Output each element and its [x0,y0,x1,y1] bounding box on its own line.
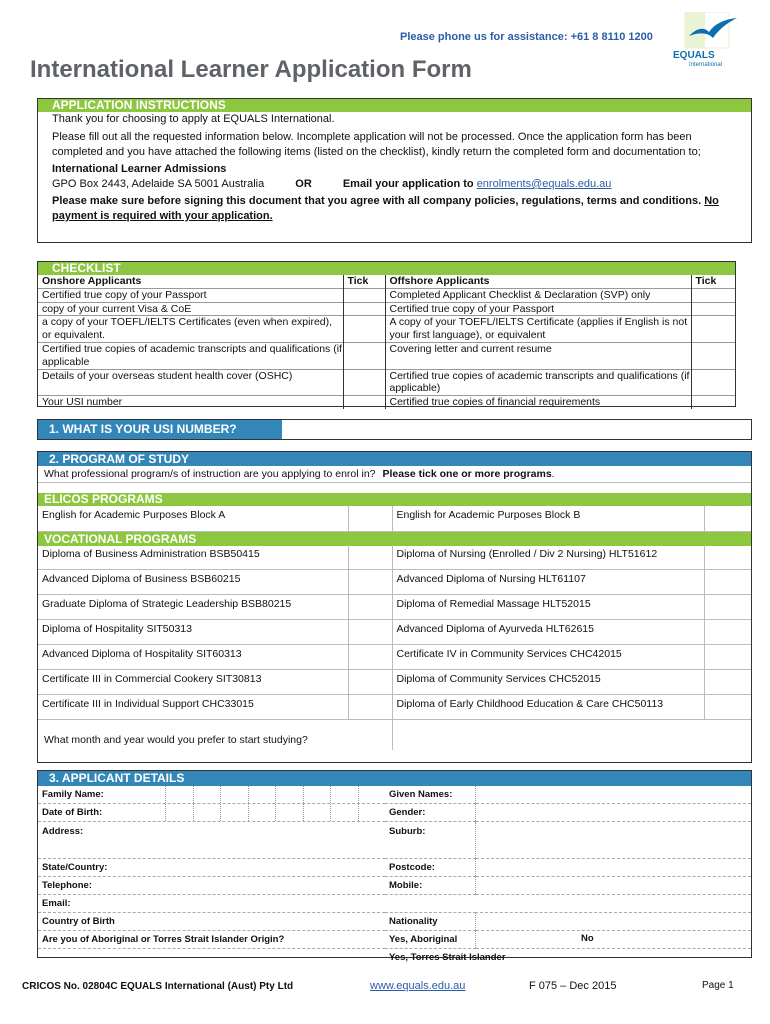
onshore-item: a copy of your TOEFL/IELTS Certificates (even when expired), or equivalent. [42,316,333,342]
dob-label: Date of Birth: [42,807,103,818]
instructions-line2: Please fill out all the requested information below. Incomplete application will not be processed. Once the application form has been completed and you have attached the following items (listed on the checklist), kindly return the completed form and documentation to; [52,130,701,158]
start-date-input[interactable] [392,720,752,750]
postcode-input[interactable] [475,859,751,877]
usi-input[interactable] [285,420,751,439]
assistance-phone: Please phone us for assistance: +61 8 8110 1200 [400,31,653,43]
mobile-input[interactable] [475,877,751,895]
email-label: Email your application to [342,178,474,190]
tick-box[interactable] [691,369,735,396]
cricos-footer: CRICOS No. 02804C EQUALS International (Aust) Pty Ltd [22,981,294,992]
bird-logo-icon [667,12,747,52]
onshore-tick-header: Tick [343,275,385,288]
yes-aboriginal-option[interactable]: Yes, Aboriginal [389,934,458,945]
program-option: Graduate Diploma of Strategic Leadership BSB80215 [38,595,348,620]
postal-address: GPO Box 2443, Adelaide SA 5001 Australia [52,178,265,190]
tick-box[interactable] [691,302,735,316]
program-option: Advanced Diploma of Business BSB60215 [38,570,348,595]
no-option[interactable]: No [581,933,594,944]
tick-box[interactable] [691,396,735,409]
program-tick-box[interactable] [704,595,751,620]
page-number: Page 1 [702,980,734,991]
start-date-question: What month and year would you prefer to start studying? [44,734,308,746]
tick-box[interactable] [343,396,385,409]
program-option: Certificate IV in Community Services CHC42015 [392,645,704,670]
program-tick-box[interactable] [348,506,392,531]
program-option: Diploma of Early Childhood Education & Care CHC50113 [392,695,704,720]
program-tick-box[interactable] [348,570,392,595]
offshore-item: Certified true copies of academic transcripts and qualifications (if applicable) [385,369,691,396]
onshore-item: Your USI number [42,396,123,409]
elicos-heading: ELICOS PROGRAMS [38,493,751,506]
program-tick-box[interactable] [348,545,392,570]
program-option: Advanced Diploma of Nursing HLT61107 [392,570,704,595]
program-tick-box[interactable] [348,620,392,645]
given-names-label: Given Names: [385,786,475,804]
program-option: Diploma of Remedial Massage HLT52015 [392,595,704,620]
tick-box[interactable] [691,288,735,302]
offshore-item: Covering letter and current resume [385,342,691,369]
onshore-item: copy of your current Visa & CoE [42,302,192,315]
offshore-item: Completed Applicant Checklist & Declaration (SVP) only [385,288,691,302]
nationality-label: Nationality [385,913,475,931]
enrolments-email-link[interactable]: enrolments@equals.edu.au [476,178,612,190]
program-tick-box[interactable] [348,670,392,695]
program-option: English for Academic Purposes Block B [392,506,704,531]
tick-box[interactable] [691,342,735,369]
mobile-label: Mobile: [385,877,475,895]
instructions-section [37,98,752,243]
offshore-item: Certified true copy of your Passport [385,302,691,316]
program-option: Diploma of Nursing (Enrolled / Div 2 Nursing) HLT51612 [392,545,704,570]
suburb-input[interactable] [475,822,751,859]
country-of-birth-label: Country of Birth [38,913,385,931]
program-question-bold: Please tick one or more programs [382,468,552,480]
admissions-label: International Learner Admissions [52,162,227,175]
program-option: Diploma of Community Services CHC52015 [392,670,704,695]
tick-box[interactable] [343,316,385,343]
offshore-header: Offshore Applicants [385,275,691,288]
program-tick-box[interactable] [704,620,751,645]
program-tick-box[interactable] [704,570,751,595]
program-option: Certificate III in Commercial Cookery SIT30813 [38,670,348,695]
tick-box[interactable] [691,316,735,343]
program-tick-box[interactable] [348,645,392,670]
instructions-line1: Thank you for choosing to apply at EQUALS International. [52,113,335,125]
offshore-item: Certified true copies of financial requirements [385,396,691,409]
program-option: Advanced Diploma of Hospitality SIT60313 [38,645,348,670]
program-tick-box[interactable] [348,595,392,620]
logo-sub: International [689,62,723,68]
checklist-section [37,261,736,407]
program-option: Advanced Diploma of Ayurveda HLT62615 [392,620,704,645]
program-option: Diploma of Hospitality SIT50313 [38,620,348,645]
suburb-label: Suburb: [385,822,475,859]
family-name-label: Family Name: [42,789,104,800]
program-tick-box[interactable] [348,695,392,720]
program-tick-box[interactable] [704,695,751,720]
equals-logo [667,12,747,78]
tick-box[interactable] [343,369,385,396]
usi-section [37,419,752,440]
vocational-heading: VOCATIONAL PROGRAMS [38,532,751,546]
applicant-section [37,770,752,963]
nationality-input[interactable] [475,913,751,931]
program-tick-box[interactable] [704,645,751,670]
offshore-item: A copy of your TOEFL/IELTS Certificate (applies if English is not your first language), or equivalent [385,316,691,343]
program-option: English for Academic Purposes Block A [38,506,348,531]
dob-input[interactable] [165,804,385,821]
program-question: What professional program/s of instruction are you applying to enrol in? [44,468,376,480]
checklist-heading: CHECKLIST [38,262,735,275]
program-option: Certificate III in Individual Support CHC33015 [38,695,348,720]
onshore-item: Certified true copies of academic transcripts and qualifications (if applicable [42,342,342,368]
program-heading: 2. PROGRAM OF STUDY [38,452,751,466]
onshore-header: Onshore Applicants [42,275,142,287]
onshore-item: Details of your overseas student health cover (OSHC) [42,369,293,382]
given-names-input[interactable] [475,786,751,804]
program-section: 2. PROGRAM OF STUDY What professional program/s of instruction are you applying to enrol in? Please tick one or more programs. ELICOS PROGRAMS English for Academic Purposes Block A English for Academic Purposes Block B VOCATIONAL PROGRAMS Diploma of Business Administration BSB50415 Diploma of Nursing (Enrolled / Div 2 Nursing) HLT51612 Advanced Diploma of Business BSB60215 Advanced Diploma of Nursing HLT61107 Graduate Diploma of Strategic Leadership BSB80215 Diploma of Remedial Massage HLT52015 Diploma of Hospitality SIT50313 Advanced Diploma of Ayurveda HLT62615 Advanced Diploma of Hospitality SIT60313 Certificate IV in Community Services CHC42015 Certificate III in Commercial Cookery SIT30813 Diploma of Community Services CHC52015 Certificate III in Individual Support CHC33015 Diploma of Early Childhood Education & Care CHC50113 What month and year would you prefer to start studying? [37,451,752,763]
telephone-label: Telephone: [38,877,385,895]
offshore-tick-header: Tick [691,275,735,288]
yes-torres-option[interactable]: Yes, Torres Strait Islander [389,952,506,963]
state-country-label: State/Country: [38,859,385,877]
logo-brand: EQUALS [673,50,715,61]
applicant-heading: 3. APPLICANT DETAILS [38,771,751,786]
page-title: International Learner Application Form [30,56,472,83]
email-label: Email: [38,895,751,913]
postcode-label: Postcode: [385,859,475,877]
program-option: Diploma of Business Administration BSB50415 [38,545,348,570]
tick-box[interactable] [343,288,385,302]
address-label: Address: [38,822,385,859]
website-link[interactable]: www.equals.edu.au [370,980,466,992]
usi-heading: 1. WHAT IS YOUR USI NUMBER? [38,420,282,439]
program-tick-box[interactable] [704,670,751,695]
or-label: OR [295,178,312,190]
tick-box[interactable] [343,342,385,369]
program-tick-box[interactable] [704,506,751,531]
tick-box[interactable] [343,302,385,316]
onshore-item: Certified true copy of your Passport [42,288,207,301]
family-name-input[interactable] [165,786,385,803]
no-payment-text: No payment is required with your application. [52,194,719,222]
gender-label: Gender: [385,804,475,822]
form-id: F 075 – Dec 2015 [529,980,617,992]
agreement-text: Please make sure before signing this document that you agree with all company policies, regulations, terms and conditions. [52,194,702,207]
program-tick-box[interactable] [704,545,751,570]
instructions-heading: APPLICATION INSTRUCTIONS [38,99,751,112]
gender-input[interactable] [475,804,751,822]
aboriginal-question: Are you of Aboriginal or Torres Strait Islander Origin? [38,931,385,949]
